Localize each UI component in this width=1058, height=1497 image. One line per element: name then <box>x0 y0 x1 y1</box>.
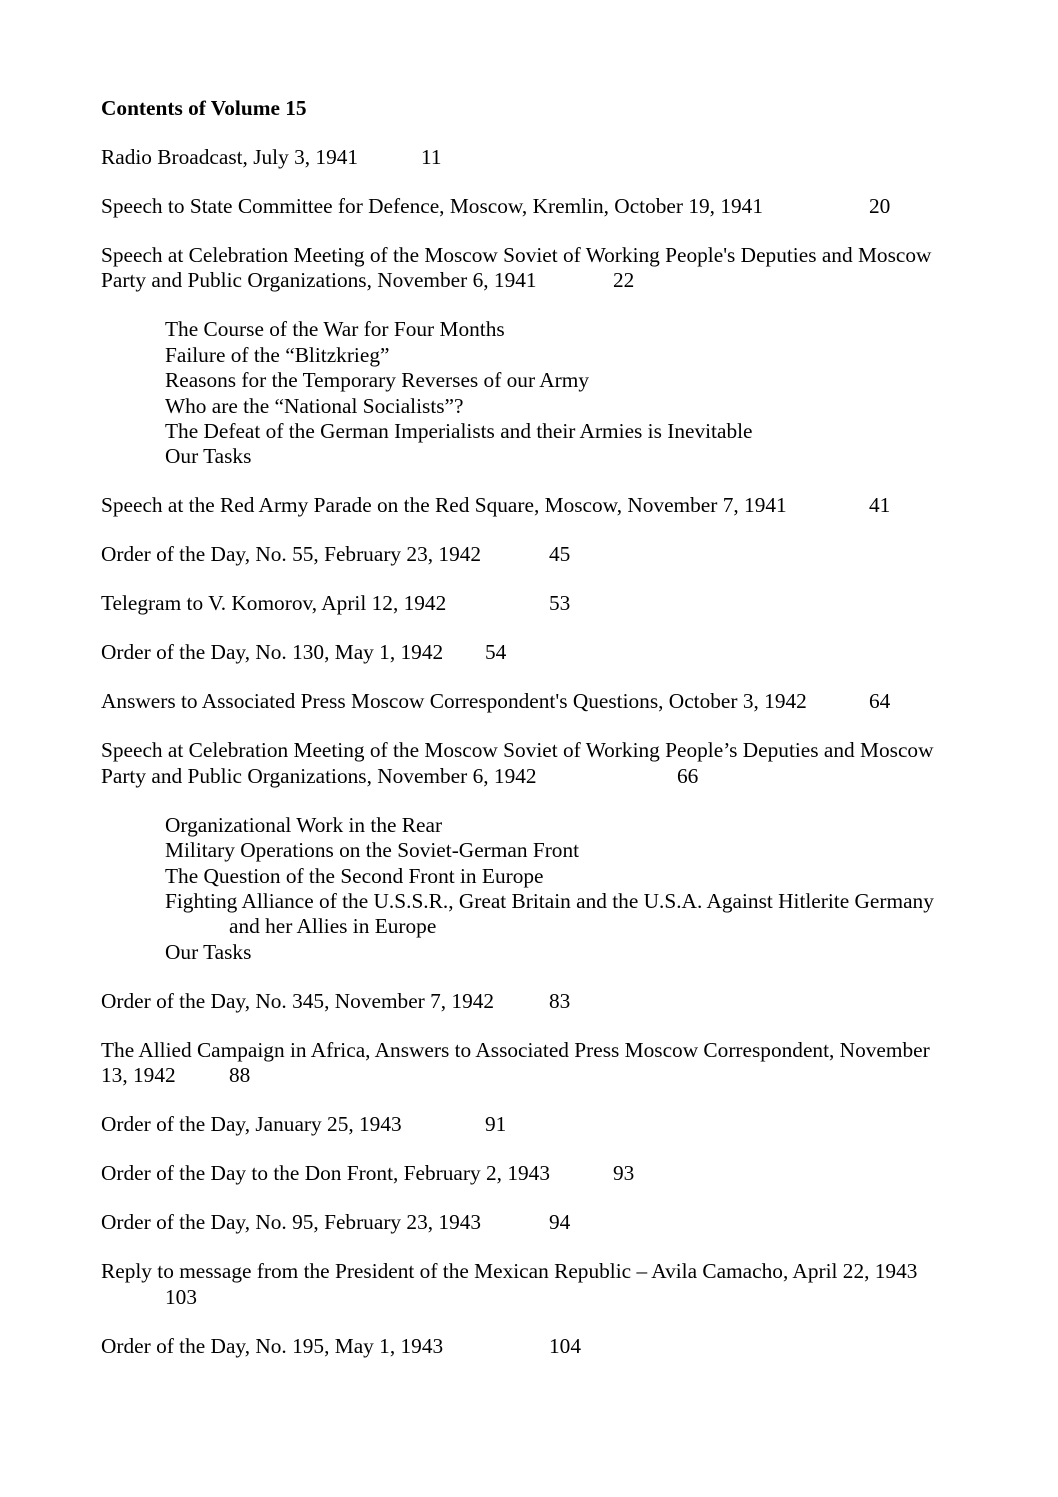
toc-entry-page-number: 22 <box>613 268 635 293</box>
toc-subitem: Reasons for the Temporary Reverses of our Army <box>165 368 589 393</box>
toc-entry-page-number: 83 <box>549 988 571 1013</box>
toc-subitem: Organizational Work in the Rear <box>165 812 443 837</box>
toc-entry <box>101 1161 957 1186</box>
toc-entry <box>101 542 957 567</box>
toc-entry-title: Order of the Day, No. 345, November 7, 1942 <box>101 988 495 1013</box>
toc-entry <box>101 1112 957 1137</box>
toc-entry <box>101 989 957 1014</box>
toc-entry <box>101 738 957 789</box>
table-of-contents <box>101 145 957 1359</box>
toc-sublist <box>101 813 957 965</box>
toc-subitem: Who are the “National Socialists”? <box>165 393 464 418</box>
toc-entry <box>101 689 957 714</box>
toc-subitem: Our Tasks <box>165 444 252 469</box>
toc-entry <box>101 1259 957 1310</box>
toc-entry-page-number: 54 <box>485 640 507 665</box>
toc-entry-title: Order of the Day, No. 195, May 1, 1943 <box>101 1333 444 1358</box>
toc-entry <box>101 194 957 219</box>
toc-entry-title: Reply to message from the President of the Mexican Republic – Avila Camacho, April 22, 1943 <box>101 1259 918 1284</box>
toc-entry-page-number: 94 <box>549 1210 571 1235</box>
toc-entry-title: Order of the Day, No. 130, May 1, 1942 <box>101 640 444 665</box>
toc-entry <box>101 640 957 665</box>
contents-heading: Contents of Volume 15 <box>101 96 307 120</box>
toc-subitem: Our Tasks <box>165 939 252 964</box>
toc-entry <box>101 243 957 294</box>
toc-entry-page-number: 104 <box>549 1333 581 1358</box>
toc-subitem: Fighting Alliance of the U.S.S.R., Great Britain and the U.S.A. Against Hitlerite Germany and her Allies in Europe <box>165 889 940 939</box>
toc-subitem: Military Operations on the Soviet-German Front <box>165 838 580 863</box>
toc-entry-title: Answers to Associated Press Moscow Correspondent's Questions, October 3, 1942 <box>101 689 807 714</box>
toc-entry-page-number: 88 <box>229 1063 251 1088</box>
toc-entry-title: Radio Broadcast, July 3, 1941 <box>101 145 359 169</box>
toc-sublist <box>101 317 957 469</box>
toc-entry <box>101 591 957 616</box>
toc-entry-title: Speech at Celebration Meeting of the Moscow Soviet of Working People's Deputies and Moscow Party and Public Organizations, November 6, 1941 <box>101 243 937 293</box>
toc-entry-page-number: 53 <box>549 591 571 616</box>
toc-entry <box>101 493 957 518</box>
toc-entry-page-number: 66 <box>677 763 699 788</box>
toc-entry-title: The Allied Campaign in Africa, Answers to Associated Press Moscow Correspondent, November 13, 1942 <box>101 1037 936 1088</box>
toc-subitem: The Question of the Second Front in Europe <box>165 863 544 888</box>
toc-entry-title: Speech at the Red Army Parade on the Red Square, Moscow, November 7, 1941 <box>101 493 787 518</box>
toc-entry-title: Speech at Celebration Meeting of the Moscow Soviet of Working People’s Deputies and Moscow Party and Public Organizations, November 6, 1942 <box>101 738 939 788</box>
toc-entry-title: Order of the Day, January 25, 1943 <box>101 1112 402 1137</box>
toc-entry-title: Order of the Day, No. 55, February 23, 1942 <box>101 542 482 567</box>
toc-entry-title: Speech to State Committee for Defence, Moscow, Kremlin, October 19, 1941 <box>101 194 763 218</box>
toc-entry-page-number: 91 <box>485 1112 507 1137</box>
toc-entry <box>101 1210 957 1235</box>
toc-entry <box>101 1334 957 1359</box>
toc-entry-title: Order of the Day to the Don Front, February 2, 1943 <box>101 1161 550 1186</box>
toc-entry-page-number: 93 <box>613 1161 635 1186</box>
toc-entry-title: Telegram to V. Komorov, April 12, 1942 <box>101 591 447 616</box>
toc-entry-page-number: 41 <box>869 493 891 518</box>
toc-entry <box>101 145 957 170</box>
toc-entry <box>101 1038 957 1089</box>
toc-entry-page-number: 20 <box>869 194 891 218</box>
toc-entry-page-number: 103 <box>165 1284 197 1309</box>
toc-entry-page-number: 64 <box>869 689 891 714</box>
toc-subitem: The Course of the War for Four Months <box>165 317 505 342</box>
toc-entry-page-number: 11 <box>421 145 442 169</box>
toc-entry-page-number: 45 <box>549 542 571 567</box>
toc-subitem: Failure of the “Blitzkrieg” <box>165 342 390 367</box>
toc-entry-title: Order of the Day, No. 95, February 23, 1943 <box>101 1210 482 1235</box>
toc-subitem: The Defeat of the German Imperialists and their Armies is Inevitable <box>165 419 753 444</box>
